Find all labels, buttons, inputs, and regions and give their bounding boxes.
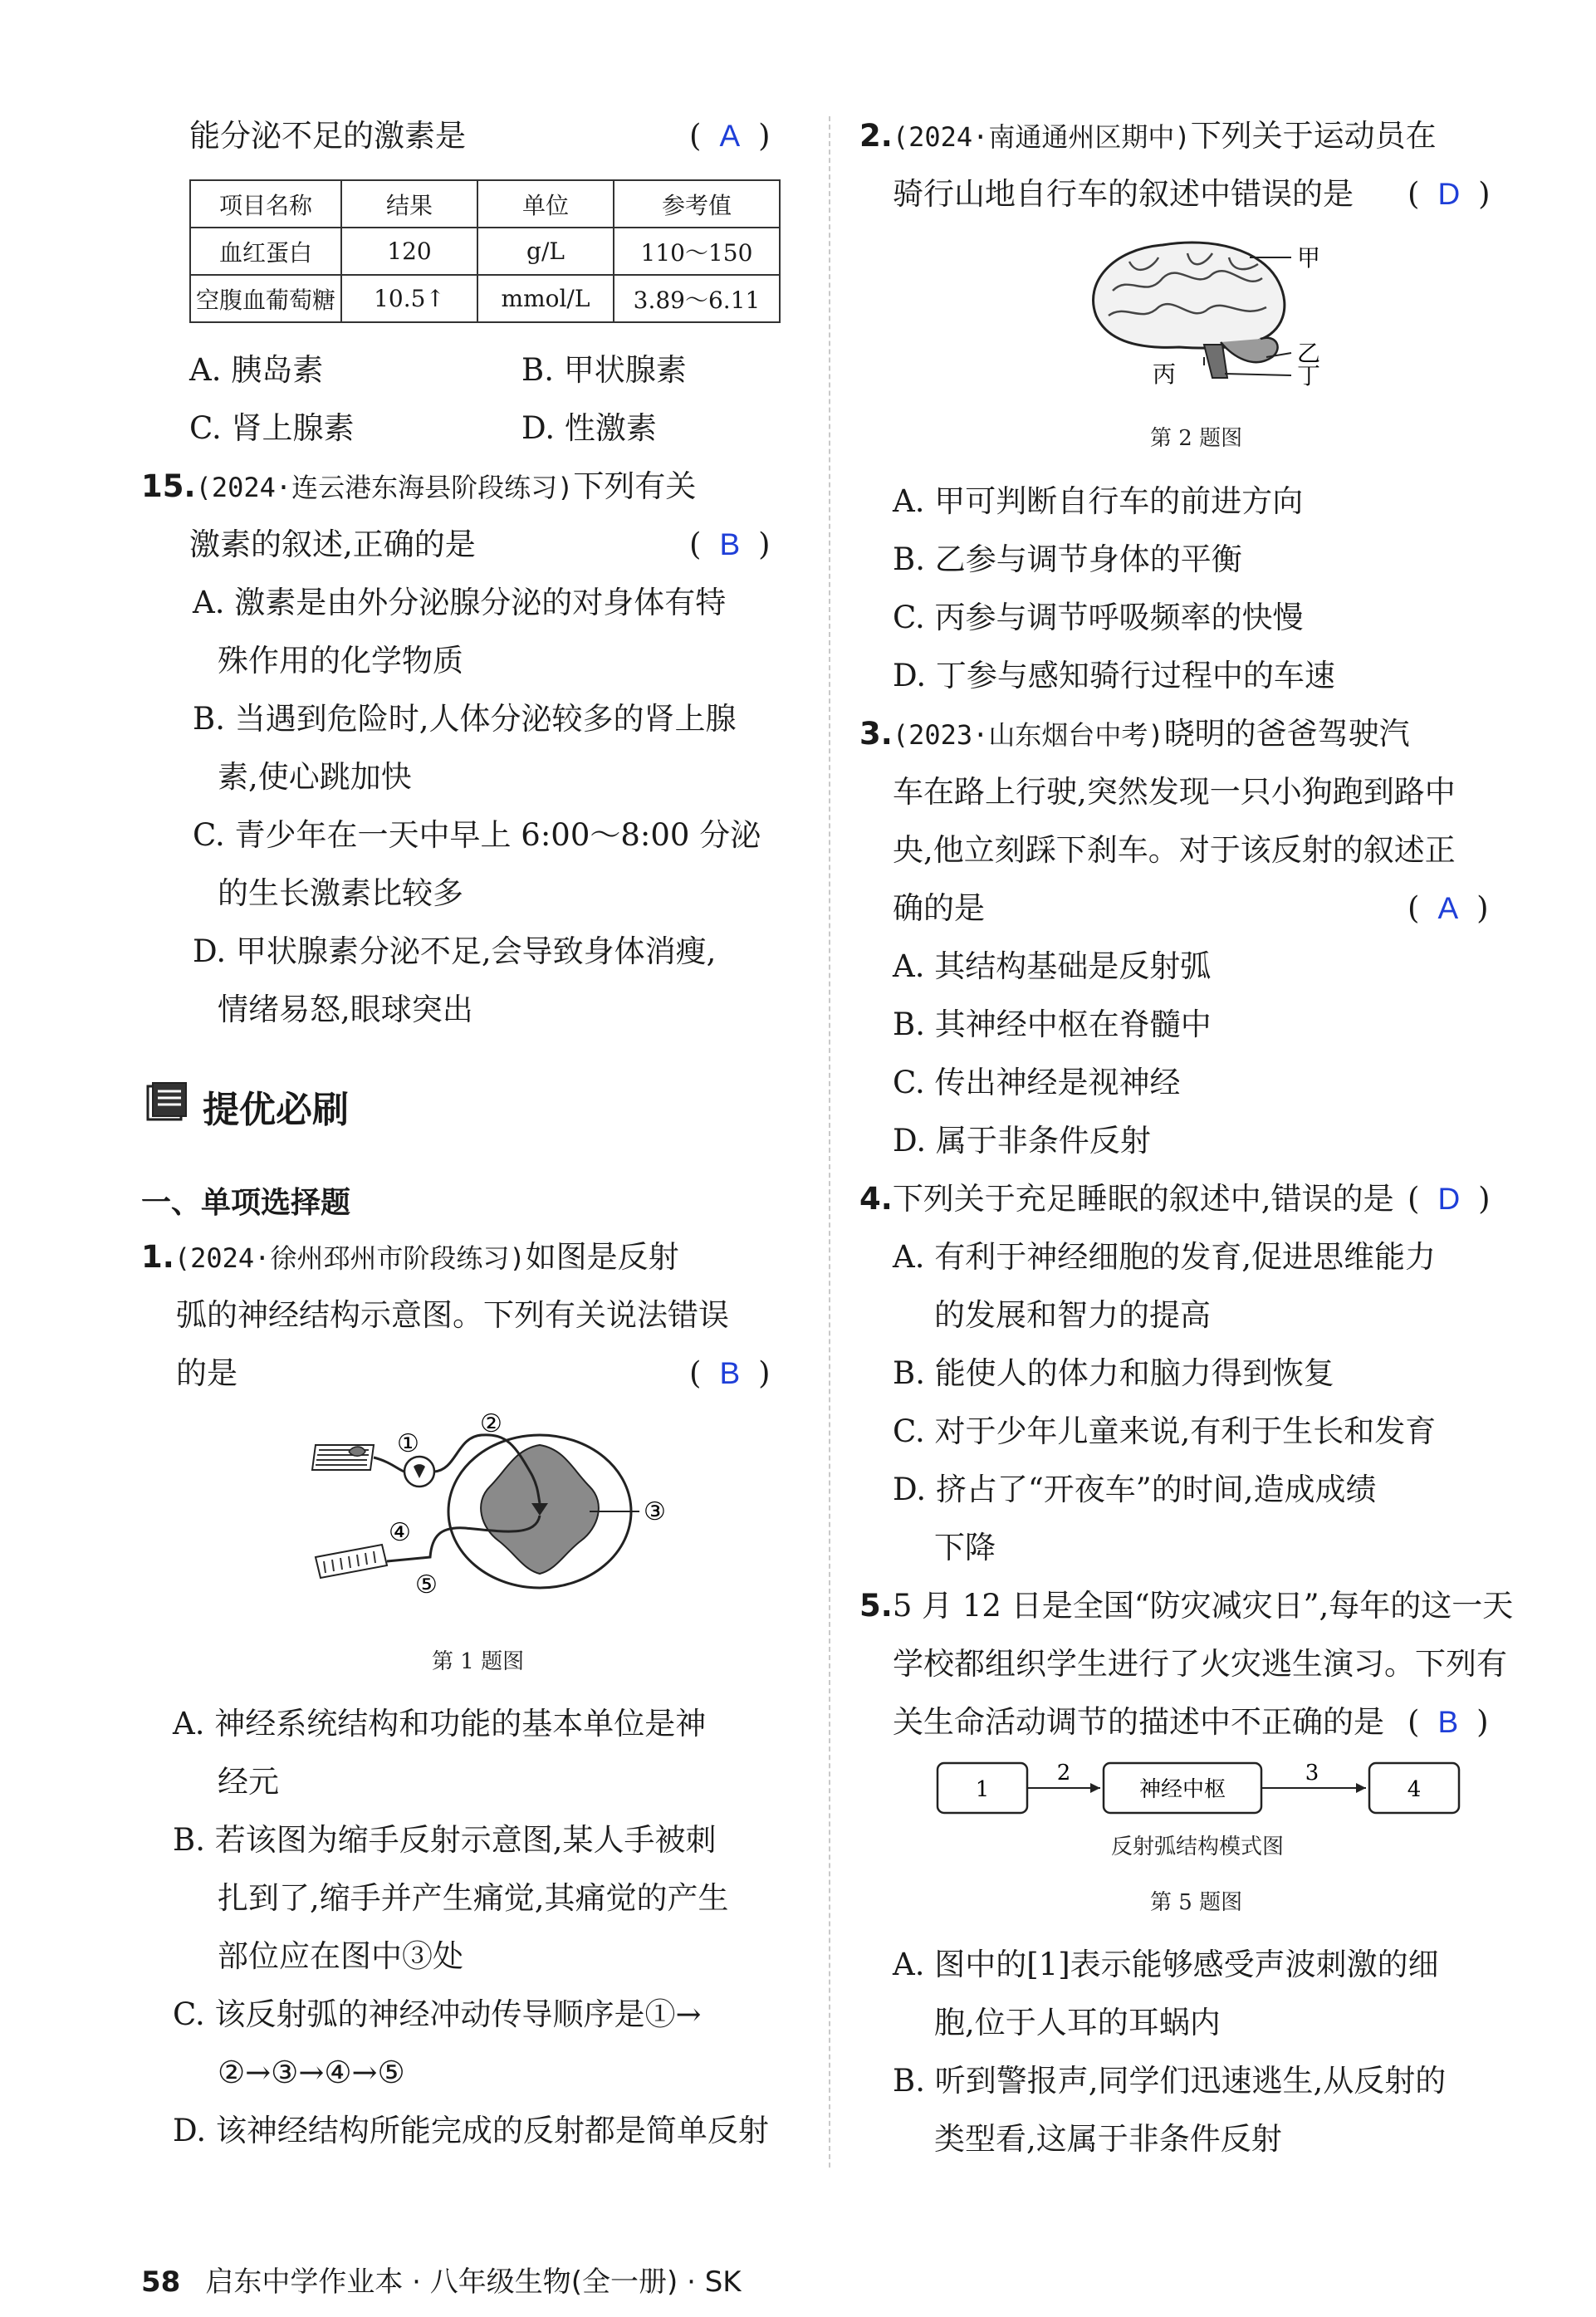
notebook-icon [144,1081,191,1123]
q15-option-b-cont: 素,使心跳加快 [218,759,412,795]
q15-answer: ( B ) [689,527,771,562]
q5-option-a: A. 图中的[1]表示能够感受声波刺激的细 [893,1947,1439,1982]
table-cell: 血红蛋白 [190,228,341,275]
q5-stem-line3: 关生命活动调节的描述中不正确的是 [893,1704,1384,1740]
q3-option-c: C. 传出神经是视神经 [893,1065,1181,1100]
table-cell: 110～150 [614,228,780,275]
q4-option-d: D. 挤占了“开夜车”的时间,造成成绩 [893,1472,1377,1507]
q5-option-b: B. 听到警报声,同学们迅速逃生,从反射的 [893,2063,1447,2099]
brainstem [1204,345,1227,378]
q1-option-b: B. 若该图为缩手反射示意图,某人手被刺 [173,1822,717,1858]
label-2: ② [480,1412,502,1438]
q5-caption: 第 5 题图 [1150,1890,1243,1915]
q1-option-a-cont: 经元 [218,1764,279,1800]
table-header: 结果 [341,180,477,228]
q2-option-a: A. 甲可判断自行车的前进方向 [893,483,1304,519]
part-heading: 一、单项选择题 [141,1186,351,1220]
q1-option-a: A. 神经系统结构和功能的基本单位是神 [173,1706,707,1741]
q4-option-a-cont: 的发展和智力的提高 [934,1297,1211,1333]
q3-source: (2023·山东烟台中考) [892,719,1164,751]
q2-option-b: B. 乙参与调节身体的平衡 [893,541,1242,577]
q2-number: 2. [859,118,893,154]
q3-option-d: D. 属于非条件反射 [893,1123,1151,1158]
label-yi: 乙 [1297,340,1321,367]
q3-stem-line1: 3.(2023·山东烟台中考)晓明的爸爸驾驶汽 [859,716,1410,752]
table-cell: 空腹血葡萄糖 [190,275,341,322]
q3-stem-line4: 确的是 [893,890,985,926]
q1-option-b-cont2: 部位应在图中③处 [218,1938,463,1974]
table-header: 项目名称 [190,180,341,228]
column-divider [829,116,830,2168]
q2-option-d: D. 丁参与感知骑行过程中的车速 [893,658,1335,693]
q5-number: 5. [859,1588,893,1624]
arrow-2-label: 2 [1056,1761,1071,1786]
q2-option-c: C. 丙参与调节呼吸频率的快慢 [893,600,1304,635]
q14-answer: ( A ) [689,118,771,154]
table-header: 参考值 [614,180,780,228]
q5-diagram-title: 反射弧结构模式图 [1111,1834,1285,1859]
q15-option-a-cont: 殊作用的化学物质 [218,643,463,678]
section-title: 提优必刷 [203,1089,349,1131]
brain-figure [1080,233,1329,390]
q1-stem-line2: 弧的神经结构示意图。下列有关说法错误 [176,1297,729,1333]
q2-source: (2024·南通通州区期中) [892,121,1191,153]
table-cell: 10.5↑ [341,275,477,322]
q15-option-a: A. 激素是由外分泌腺分泌的对身体有特 [193,585,727,620]
page-footer [141,2259,742,2300]
q15-number: 15. [141,468,196,504]
q4-answer: ( D ) [1408,1181,1491,1217]
q3-option-a: A. 其结构基础是反射弧 [893,948,1212,984]
q15-stem-line2: 激素的叙述,正确的是 [189,527,476,562]
q4-stem: 4.下列关于充足睡眠的叙述中,错误的是 [859,1181,1394,1217]
q2-stem-line2: 骑行山地自行车的叙述中错误的是 [893,176,1354,212]
q1-number: 1. [141,1239,174,1275]
q2-answer: ( D ) [1408,176,1491,212]
label-bing: 丙 [1153,360,1177,388]
box-1-label: 1 [975,1777,990,1802]
q5-stem-line2: 学校都组织学生进行了火灾逃生演习。下列有 [893,1646,1507,1682]
q1-stem-line1: 1.(2024·徐州邳州市阶段练习)如图是反射 [141,1239,679,1275]
label-jia: 甲 [1297,244,1321,272]
q14-option-c: C. 肾上腺素 [189,410,355,446]
q1-option-b-cont1: 扎到了,缩手并产生痛觉,其痛觉的产生 [218,1880,729,1916]
center-label: 神经中枢 [1138,1777,1226,1802]
q5-option-b-cont: 类型看,这属于非条件反射 [934,2121,1282,2157]
q15-stem-line1: 15.(2024·连云港东海县阶段练习)下列有关 [141,468,697,504]
q1-answer: ( B ) [689,1355,771,1391]
page-number: 58 [141,2266,181,2299]
q4-option-d-cont: 下降 [934,1530,996,1565]
label-1: ① [397,1429,419,1458]
q15-option-b: B. 当遇到危险时,人体分泌较多的肾上腺 [193,701,737,737]
table-cell: mmol/L [477,275,614,322]
q3-option-b: B. 其神经中枢在脊髓中 [893,1007,1212,1042]
q2-stem-line1: 2.(2024·南通通州区期中)下列关于运动员在 [859,118,1437,154]
q4-option-b: B. 能使人的体力和脑力得到恢复 [893,1355,1334,1391]
arrow-3-label: 3 [1305,1761,1319,1786]
q2-caption: 第 2 题图 [1150,426,1243,451]
q4-option-c: C. 对于少年儿童来说,有利于生长和发育 [893,1413,1437,1449]
q3-answer: ( A ) [1408,890,1489,926]
box-4-label: 4 [1407,1777,1422,1802]
skin-receptor [312,1445,374,1470]
q14-option-b: B. 甲状腺素 [521,352,687,388]
q5-option-a-cont: 胞,位于人耳的耳蜗内 [934,2005,1221,2040]
q15-option-c: C. 青少年在一天中早上 6:00～8:00 分泌 [193,817,761,853]
label-4: ④ [389,1518,411,1547]
reflex-arc-diagram [934,1756,1474,1823]
label-3: ③ [644,1497,666,1526]
q1-option-c: C. 该反射弧的神经冲动传导顺序是①→ [173,1996,702,2032]
table-header: 单位 [477,180,614,228]
q14-option-a: A. 胰岛素 [189,352,324,388]
q3-stem-line3: 央,他立刻踩下刹车。对于该反射的叙述正 [893,832,1456,868]
book-title: 启东中学作业本 · 八年级生物(全一册) · SK [205,2266,742,2299]
q1-caption: 第 1 题图 [432,1649,525,1674]
reflex-arc-figure [291,1412,689,1619]
q3-stem-line2: 车在路上行驶,突然发现一只小狗跑到路中 [893,774,1456,810]
q4-number: 4. [859,1181,893,1217]
q3-number: 3. [859,716,893,752]
q4-option-a: A. 有利于神经细胞的发育,促进思维能力 [893,1239,1437,1275]
q1-stem-line3: 的是 [176,1355,237,1391]
q15-source: (2024·连云港东海县阶段练习) [195,472,574,503]
q5-stem-line1: 5.5 月 12 日是全国“防灾减灾日”,每年的这一天 [859,1588,1514,1624]
q15-option-d: D. 甲状腺素分泌不足,会导致身体消瘦, [193,933,717,969]
table-cell: g/L [477,228,614,275]
q14-stem: 能分泌不足的激素是 [189,118,466,154]
table-cell: 3.89～6.11 [614,275,780,322]
cerebellum [1221,338,1278,362]
q1-option-c-cont: ②→③→④→⑤ [218,2055,405,2090]
q15-option-c-cont: 的生长激素比较多 [218,875,463,911]
q5-answer: ( B ) [1408,1704,1489,1740]
q15-option-d-cont: 情绪易怒,眼球突出 [218,992,473,1027]
q14-option-d: D. 性激素 [521,410,657,446]
q1-option-d: D. 该神经结构所能完成的反射都是简单反射 [173,2113,769,2148]
label-ding: 丁 [1297,362,1321,389]
label-5: ⑤ [415,1570,438,1599]
table-cell: 120 [341,228,477,275]
q14-lab-table [189,179,781,323]
muscle-effector [316,1545,387,1578]
q1-source: (2024·徐州邳州市阶段练习) [174,1242,526,1274]
